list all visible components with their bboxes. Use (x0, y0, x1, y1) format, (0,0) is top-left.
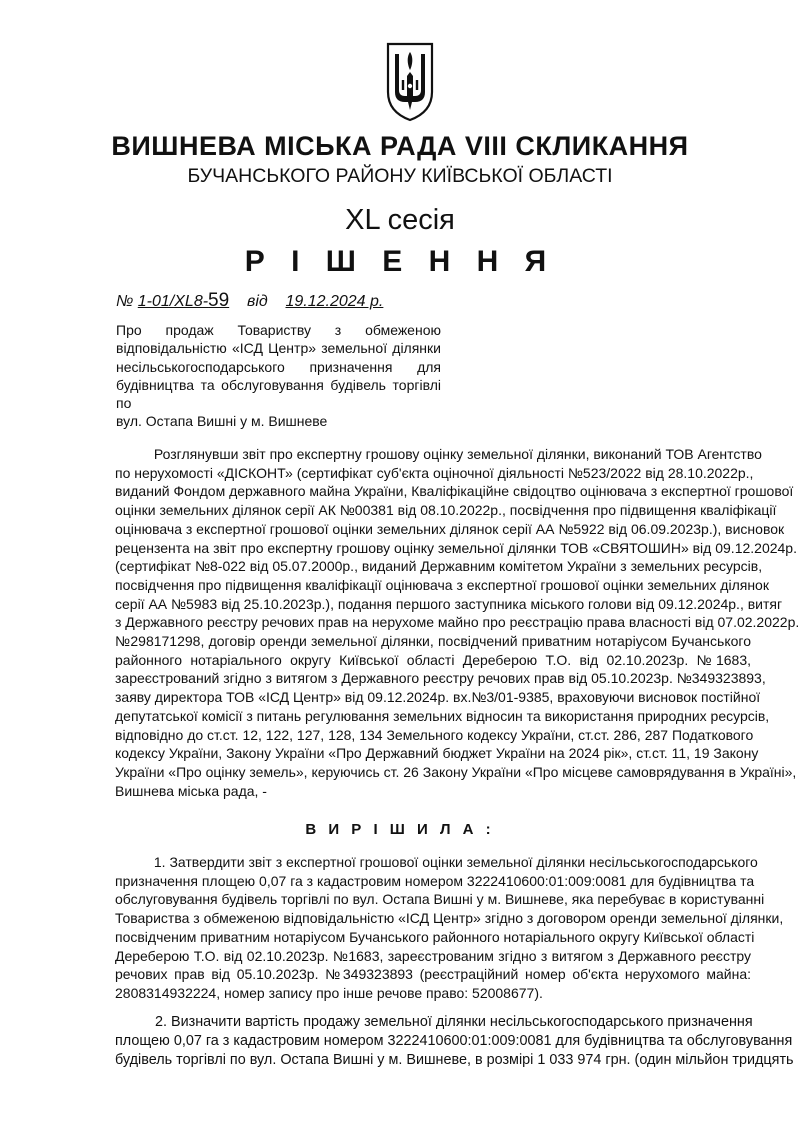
preamble-line: кодексу України, Закону України «Про Державний бюджет України на 2024 рік», ст.ст. 11, 19 Закону (115, 745, 759, 762)
preamble-line: Вишнева міська рада, - (115, 782, 267, 799)
district-subtitle: БУЧАНСЬКОГО РАЙОНУ КИЇВСЬКОЇ ОБЛАСТІ (187, 165, 613, 187)
preamble-line: Розглянувши звіт про експертну грошову оцінку земельної ділянки, виконаний ТОВ Агентство (115, 446, 762, 462)
subject-line: будівництва та обслуговування будівель торгівлі по (116, 376, 441, 412)
preamble-line: серії АА №5983 від 25.10.2023р.), подання першого заступника міського голови від 09.12.2024р., витяг (115, 595, 783, 612)
preamble-line: виданий Фондом державного майна України, Кваліфікаційне свідоцтво оцінювача з експертної грошової (115, 483, 794, 500)
session-title: XL сесія (345, 204, 455, 236)
trident-coat-of-arms-icon (385, 40, 435, 122)
item-line: посвідченим приватним нотаріусом Бучанського районного нотаріального округу Київської області (115, 928, 755, 945)
item-line: будівель торгівлі по вул. Остапа Вишні у м. Вишневе, в розмірі 1 033 974 грн. (один мільйон тридцять (115, 1052, 794, 1068)
item-line: обслуговування будівель торгівлі по вул. Остапа Вишні у м. Вишневе, яка перебуває в користуванні (115, 891, 765, 908)
preamble-line: зареєстрований згідно з витягом з Державного реєстру речових прав від 05.10.2023р. №349323893, (115, 670, 766, 687)
decision-title: Р І Ш Е Н Н Я (244, 245, 556, 278)
item-line: 2. Визначити вартість продажу земельної ділянки несільськогосподарського призначення (115, 1014, 753, 1030)
item-line: площею 0,07 га з кадастровим номером 3222410600:01:009:0081 для будівництва та обслуговування (115, 1033, 793, 1049)
preamble-line: депутатської комісії з питань регулювання земельних відносин та використання природних ресурсів, (115, 707, 770, 724)
preamble-line: оцінки земельних ділянок серії АК №00381 від 08.10.2022р., посвідчення про підвищення кваліфікації (115, 502, 777, 519)
preamble-line: (сертифікат №8-022 від 05.07.2000р., виданий Державним комітетом України з земельних ресурсів, (115, 558, 763, 575)
preamble-line: №298171298, договір оренди земельної ділянки, посвідчений приватним нотаріусом Бучанського (115, 633, 751, 650)
preamble-paragraph (115, 445, 800, 800)
item-line: Дереберою Т.О. від 02.10.2023р. №1683, зареєстрованим згідно з витягом з Державного реєстру (115, 947, 751, 964)
preamble-line: України «Про оцінку земель», керуючись ст. 26 Закону України «Про місцеве самоврядування в Україні», (115, 763, 797, 780)
resolved-heading: В И Р І Ш И Л А : (305, 821, 495, 838)
item-line: Товариства з обмеженою відповідальністю «ІСД Центр» згідно з договором оренди земельної ділянки, (115, 910, 784, 927)
number-sign: № (116, 293, 134, 310)
item-line: призначення площею 0,07 га з кадастровим номером 3222410600:01:009:0081 для будівництва та (115, 872, 755, 889)
preamble-line: районного нотаріального округу Київської області Дереберою Т.О. від 02.10.2023р. №1683, (115, 651, 751, 668)
preamble-line: по нерухомості «ДІСКОНТ» (сертифікат суб'єкта оціночної діяльності №523/2022 від 28.10.2022р., (115, 464, 754, 481)
preamble-line: заяву директора ТОВ «ІСД Центр» від 09.12.2024р. вх.№3/01-9385, враховуючи висновок постійної (115, 689, 761, 706)
item-line: 2808314932224, номер запису про інше речове право: 52008677). (115, 984, 543, 1001)
subject-line: несільськогосподарського призначення для (116, 358, 441, 375)
preamble-line: з Державного реєстру речових прав на нерухоме майно про реєстрацію права власності від 07.02.2022р. (115, 614, 800, 631)
decision-date: 19.12.2024 р. (285, 293, 384, 310)
subject-line: вул. Остапа Вишні у м. Вишневе (116, 413, 328, 430)
council-title: ВИШНЕВА МІСЬКА РАДА VIII СКЛИКАННЯ (111, 131, 689, 161)
preamble-line: відповідно до ст.ст. 12, 122, 127, 128, 134 Земельного кодексу України, ст.ст. 286, 287 Податкового (115, 726, 754, 743)
handwritten-number: 59 (208, 290, 230, 311)
resolution-item-2 (115, 1013, 794, 1070)
subject-line: відповідальністю «ІСД Центр» земельної ділянки (116, 340, 441, 357)
resolution-item-1 (115, 853, 784, 1003)
from-label: від (246, 293, 268, 310)
preamble-line: посвідчення про підвищення кваліфікації оцінювача з експертної грошової оцінки земельних ділянок (115, 576, 769, 593)
item-line: речових прав від 05.10.2023р. №349323893 (реєстраційний номер об'єкта нерухомого майна: (115, 966, 751, 983)
subject-line: Про продаж Товариству з обмеженою (116, 322, 441, 338)
preamble-line: оцінювача з експертної грошової оцінки земельних ділянок серії АА №5922 від 06.09.2023р.), висновок (115, 520, 785, 537)
item-line: 1. Затвердити звіт з експертної грошової оцінки земельної ділянки несільськогосподарського (115, 854, 758, 870)
decision-code: 1-01/XL8- (137, 293, 209, 310)
decision-number-row (116, 290, 383, 313)
decision-subject (116, 321, 441, 431)
preamble-line: рецензента на звіт про експертну грошову оцінку земельної ділянки ТОВ «СВЯТОШИН» від 09.12.2024р. (115, 539, 797, 556)
